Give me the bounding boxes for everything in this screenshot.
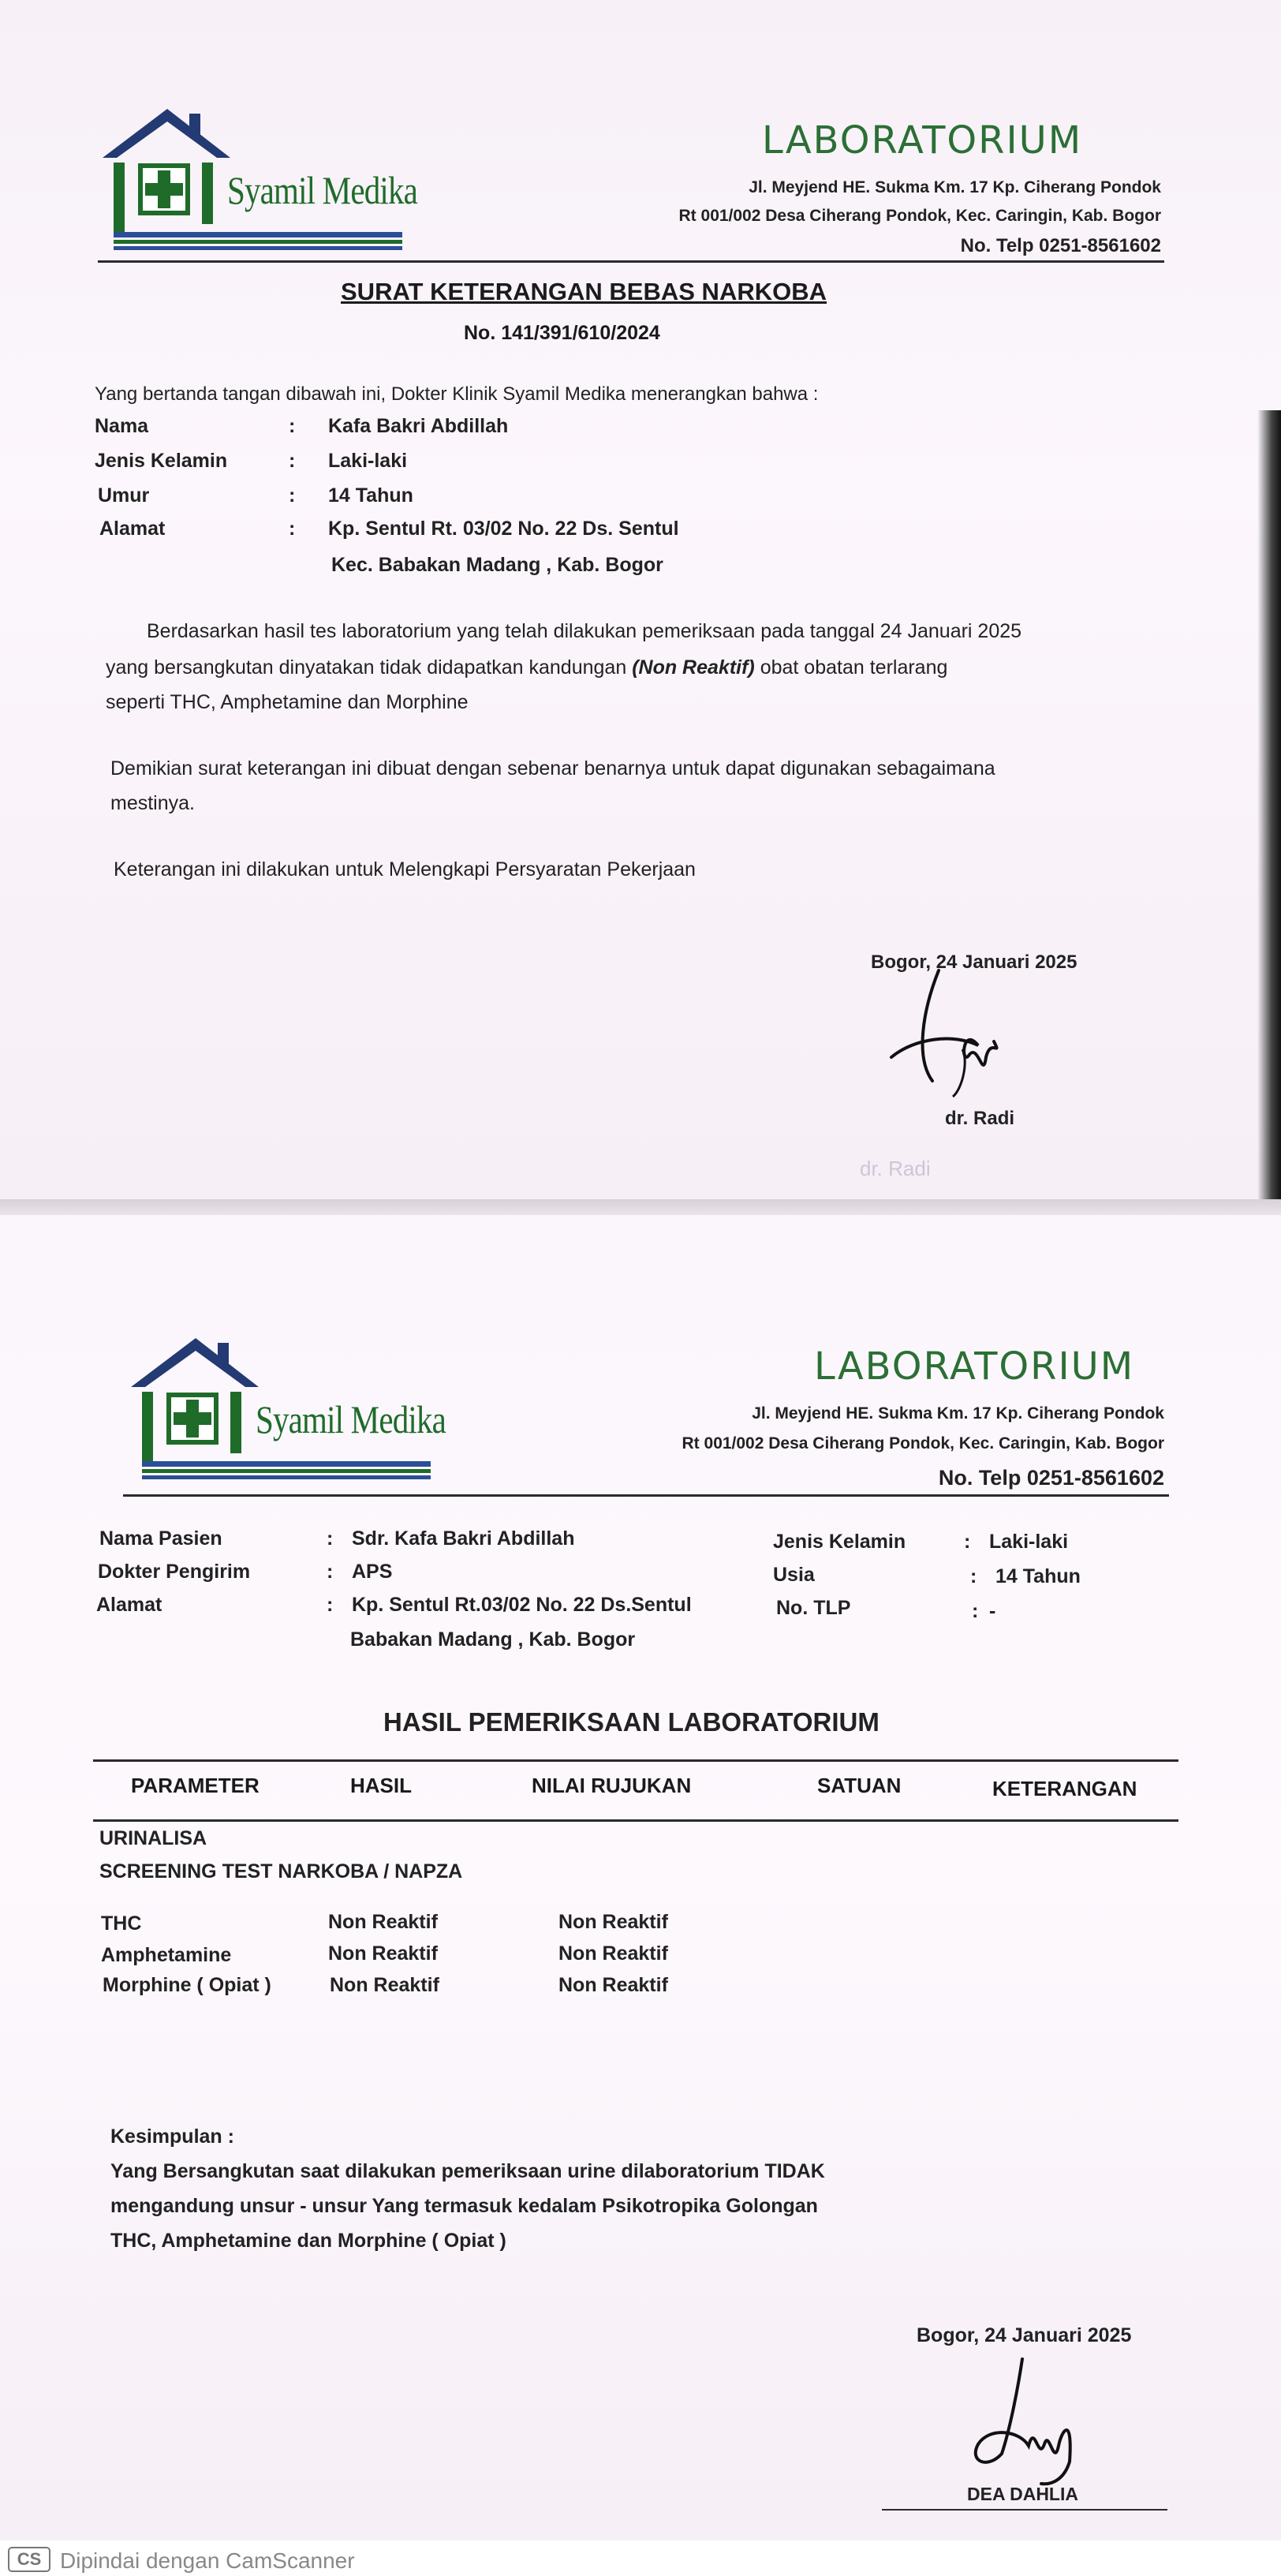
- camscanner-text: Dipindai dengan CamScanner: [60, 2548, 355, 2573]
- row-hasil-amphetamine: Non Reaktif: [328, 1942, 438, 1965]
- row-param-morphine: Morphine ( Opiat ): [103, 1974, 271, 1996]
- field-label-nama: Nama: [95, 415, 149, 437]
- doctor-stamp-faded: dr. Radi: [860, 1157, 931, 1180]
- patient-value-gender: Laki-laki: [989, 1531, 1069, 1553]
- field-value-alamat-cont: Kec. Babakan Madang , Kab. Bogor: [331, 554, 663, 576]
- report-place-date: Bogor, 24 Januari 2025: [917, 2324, 1132, 2346]
- column-header-nilai-rujukan: NILAI RUJUKAN: [532, 1774, 692, 1797]
- conclusion-line-1: Yang Bersangkutan saat dilakukan pemeriksaan urine dilaboratorium TIDAK: [110, 2160, 825, 2182]
- patient-label-address: Alamat: [96, 1594, 162, 1616]
- paragraph-2-line-2: mestinya.: [110, 792, 195, 814]
- brand-name: Syamil Medika: [227, 168, 418, 212]
- row-rujukan-morphine: Non Reaktif: [558, 1974, 668, 1996]
- field-colon: :: [289, 518, 296, 540]
- row-hasil-thc: Non Reaktif: [328, 1911, 438, 1933]
- address-line-2: Rt 001/002 Desa Ciherang Pondok, Kec. Caringin, Kab. Bogor: [682, 1434, 1164, 1453]
- signature-underline: [882, 2509, 1167, 2511]
- row-rujukan-amphetamine: Non Reaktif: [558, 1942, 668, 1965]
- paragraph-1-line-2: yang bersangkutan dinyatakan tidak didapatkan kandungan (Non Reaktif) obat obatan terlarang: [106, 656, 948, 679]
- column-header-hasil: HASIL: [350, 1774, 412, 1797]
- patient-label-gender: Jenis Kelamin: [773, 1531, 906, 1553]
- table-top-border: [93, 1759, 1178, 1762]
- section-screening: SCREENING TEST NARKOBA / NAPZA: [99, 1860, 463, 1882]
- letter-place-date: Bogor, 24 Januari 2025: [871, 952, 1077, 973]
- field-colon: :: [327, 1594, 334, 1616]
- clinic-logo: [95, 103, 426, 252]
- field-colon: :: [970, 1565, 977, 1587]
- camscanner-badge: CS: [8, 2547, 50, 2572]
- address-line-1: Jl. Meyjend HE. Sukma Km. 17 Kp. Ciherang Pondok: [749, 178, 1161, 196]
- conclusion-line-3: THC, Amphetamine dan Morphine ( Opiat ): [110, 2230, 506, 2252]
- field-colon: :: [289, 484, 296, 507]
- field-colon: :: [327, 1561, 334, 1583]
- paragraph-2-line-1: Demikian surat keterangan ini dibuat dengan sebenar benarnya untuk dapat digunakan sebagaimana: [110, 757, 995, 780]
- lab-title: LABORATORIUM: [814, 1344, 1135, 1389]
- patient-value-name: Sdr. Kafa Bakri Abdillah: [352, 1527, 575, 1550]
- patient-label-phone: No. TLP: [776, 1597, 851, 1619]
- letter-sheet: [0, 0, 1281, 1215]
- paragraph-1-line-3: seperti THC, Amphetamine dan Morphine: [106, 691, 469, 713]
- column-header-satuan: SATUAN: [817, 1774, 902, 1797]
- patient-label-doctor: Dokter Pengirim: [98, 1561, 251, 1583]
- paragraph-3: Keterangan ini dilakukan untuk Melengkapi Persyaratan Pekerjaan: [114, 858, 696, 880]
- paragraph-1-line-1: Berdasarkan hasil tes laboratorium yang telah dilakukan pemeriksaan pada tanggal 24 Januari 2025: [147, 620, 1022, 642]
- field-colon: :: [964, 1531, 971, 1553]
- patient-value-phone: -: [989, 1600, 996, 1622]
- patient-value-address-cont: Babakan Madang , Kab. Bogor: [350, 1628, 636, 1651]
- patient-label-age: Usia: [773, 1564, 815, 1586]
- conclusion-label: Kesimpulan :: [110, 2125, 234, 2148]
- letter-number: No. 141/391/610/2024: [464, 322, 660, 344]
- field-label-jenis-kelamin: Jenis Kelamin: [95, 450, 228, 472]
- scan-edge-shadow: [1257, 410, 1281, 1215]
- clinic-logo: [123, 1332, 454, 1482]
- report-sheet: [0, 1215, 1281, 2540]
- column-header-parameter: PARAMETER: [131, 1774, 260, 1797]
- header-divider: [123, 1494, 1169, 1497]
- patient-value-address: Kp. Sentul Rt.03/02 No. 22 Ds.Sentul: [352, 1594, 692, 1616]
- scanner-footer: [0, 2542, 1281, 2576]
- row-rujukan-thc: Non Reaktif: [558, 1911, 668, 1933]
- patient-label-name: Nama Pasien: [99, 1527, 222, 1550]
- address-line-2: Rt 001/002 Desa Ciherang Pondok, Kec. Caringin, Kab. Bogor: [678, 207, 1161, 225]
- phone-number: No. Telp 0251-8561602: [938, 1466, 1164, 1490]
- header-divider: [98, 260, 1164, 263]
- field-value-umur: 14 Tahun: [328, 484, 413, 507]
- field-label-umur: Umur: [98, 484, 150, 507]
- letter-intro: Yang bertanda tangan dibawah ini, Dokter Klinik Syamil Medika menerangkan bahwa :: [95, 383, 819, 405]
- row-hasil-morphine: Non Reaktif: [330, 1974, 439, 1996]
- lab-title: LABORATORIUM: [762, 118, 1083, 163]
- report-title: HASIL PEMERIKSAAN LABORATORIUM: [383, 1707, 880, 1737]
- conclusion-line-2: mengandung unsur - unsur Yang termasuk kedalam Psikotropika Golongan: [110, 2195, 818, 2217]
- letter-title: SURAT KETERANGAN BEBAS NARKOBA: [341, 278, 827, 305]
- field-colon: :: [327, 1527, 334, 1550]
- column-header-keterangan: KETERANGAN: [992, 1777, 1137, 1800]
- field-label-alamat: Alamat: [99, 518, 166, 540]
- brand-name: Syamil Medika: [256, 1397, 446, 1441]
- field-value-alamat: Kp. Sentul Rt. 03/02 No. 22 Ds. Sentul: [328, 518, 679, 540]
- field-value-nama: Kafa Bakri Abdillah: [328, 415, 509, 437]
- row-param-amphetamine: Amphetamine: [101, 1944, 232, 1966]
- table-header-border: [93, 1819, 1178, 1822]
- field-colon: :: [972, 1600, 979, 1622]
- field-colon: :: [289, 450, 296, 472]
- phone-number: No. Telp 0251-8561602: [960, 235, 1161, 256]
- patient-value-age: 14 Tahun: [995, 1565, 1081, 1587]
- field-colon: :: [289, 415, 296, 437]
- section-urinalisa: URINALISA: [99, 1827, 207, 1849]
- row-param-thc: THC: [101, 1912, 142, 1935]
- field-value-jenis-kelamin: Laki-laki: [328, 450, 408, 472]
- patient-value-doctor: APS: [352, 1561, 393, 1583]
- report-signer-name: DEA DAHLIA: [967, 2484, 1078, 2504]
- address-line-1: Jl. Meyjend HE. Sukma Km. 17 Kp. Ciherang Pondok: [752, 1404, 1164, 1423]
- letter-signer-name: dr. Radi: [945, 1108, 1015, 1129]
